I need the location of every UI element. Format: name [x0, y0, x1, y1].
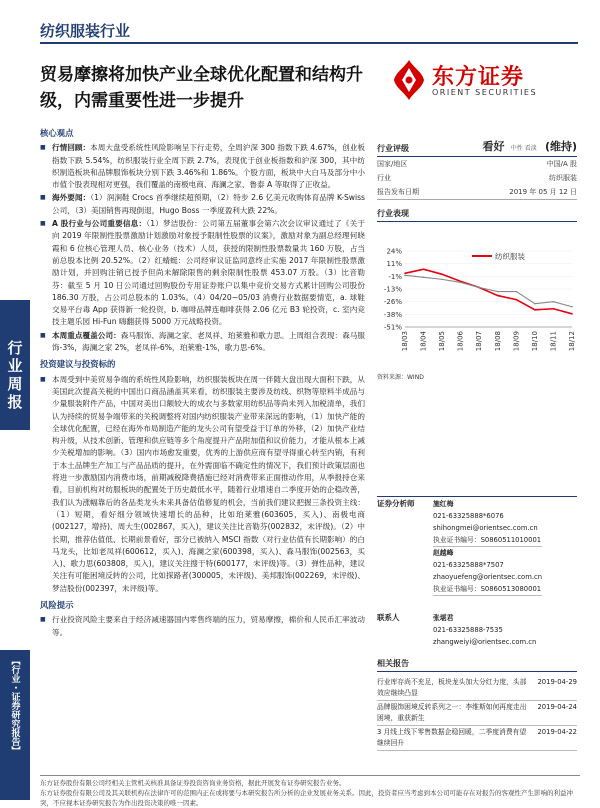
- region-row: [377, 157, 577, 171]
- chart-x-tick-label: 18/08: [493, 331, 502, 352]
- chart-y-tick-label: 24%: [386, 247, 402, 256]
- bullet-title: A 股行业与公司重要信息：: [52, 219, 147, 229]
- analyst-2-name: 赵越峰: [433, 549, 454, 557]
- chart-data-point: [441, 279, 443, 281]
- chart-x-tick-label: 18/11: [549, 331, 558, 352]
- chart-data-point: [404, 272, 406, 274]
- rating-value: 看好: [482, 140, 505, 153]
- region-label: 国家/地区: [377, 160, 408, 168]
- chart-data-point: [553, 301, 555, 303]
- investment-heading: 投资建议与投资标的: [40, 359, 116, 370]
- related-report-title: 品牌服饰困境反转系列之一：李维斯如何再度走出困境，重获新生: [377, 703, 527, 722]
- related-report-date: 2019-04-24: [537, 703, 577, 711]
- chart-y-tick-label: -1%: [388, 272, 402, 281]
- chart-data-point: [534, 303, 536, 305]
- bullet-overseas-news: [40, 192, 365, 217]
- industry-header: 纺织服装行业: [40, 22, 131, 40]
- side-tab-report-type: [0, 650, 30, 800]
- industry-performance-heading: 行业表现: [377, 208, 577, 222]
- contact-phone: 021-63325888-7535: [433, 626, 503, 634]
- investment-text: ■ 本周受到中美贸易争端的系统性风险影响，纺织服装板块在周一伴随大盘出现大面积下跌，从美国此次提高关税的中国出口商品涵盖其来看，纺织服装主要涉及纺线、织物等原料半成品与少量服装附件产品，中国对美出口额较大的成衣与多数家用纺织品等尚未列入加税清单，我们认为持续的贸易争端带来的关税调整将对国内纺织服装产业带来深远的影响，（1）加快产能的全球优化配置，已经在海外布局制造产能的龙头公司有望受益于订单的外移，（2）加快产业结构升级，从技术创新、管理和供应链等多个角度提升产品附加值和议价能力，才能从根本上减少关税增加的影响。（3）国内市场愈发重要，优秀的上游供应商有望寻得重心转至内销，有利于本土品牌生产加工与产品品质的提升，在外需面临不确定性的情况下，我们预计政策层面也将进一步激励国内消费市场，前期减税降费措施已经对消费带来正面推动作用，从季报持仓来看，目前机构对纺服板块的配置处于历史最低水平，随着行业增速自二季度开始的企稳改善，我们认为涨幅靠后的各品类龙头未来具备估值修复的机会，当前我们建议把握三条投资主线：（1）短期，看好细分领域快速增长的品种，比如珀莱雅(603605，买入)、南极电商(002127，增持)、周大生(002867，买入)，建议关注比音勒芬(002832，未评级)。（2）中长期，推荐估值低、长期前景看好，部分已被纳入 MSCI 指数（对行业估值有长期影响）的白马龙头，比如老凤祥(600612，买入)、海澜之家(600398，买入)、森马服饰(002563，买入)、歌力思(603808，买入)，建议关注搜于特(600177，未评级)等。（3）弹性品种，建议关注有可能困境反转的公司，比如探路者(300005，未评级)、美邦服饰(002269，未评级)、梦洁股份(002397，未评级)等。: [40, 374, 365, 595]
- chart-y-tick-label: -38%: [383, 310, 402, 319]
- date-label: 报告发布日期: [377, 188, 419, 196]
- chart-data-point: [478, 287, 480, 289]
- analyst-info: [433, 498, 542, 596]
- chart-data-point: [423, 268, 425, 270]
- chart-data-point: [534, 309, 536, 311]
- related-report-item[interactable]: [377, 676, 577, 701]
- industry-value: 纺织服装: [549, 174, 577, 182]
- chart-data-point: [571, 313, 573, 315]
- contact-info: [433, 612, 536, 648]
- industry-performance-chart: [377, 245, 577, 365]
- contact-email[interactable]: zhangweiyi@orientsec.com.cn: [433, 638, 537, 646]
- chart-x-tick-label: 18/10: [530, 331, 539, 352]
- analyst-1-phone: 021-63325888*6076: [433, 512, 504, 520]
- related-reports-list: [377, 676, 577, 751]
- risk-heading: 风险提示: [40, 599, 74, 610]
- bullet-market-review: [40, 142, 365, 191]
- industry-label: 行业: [377, 174, 391, 182]
- rating-row: [377, 136, 577, 157]
- rating-other-options: 中性 看淡: [510, 145, 537, 152]
- side-label-weekly: 行业周报: [5, 340, 24, 412]
- industry-row: [377, 171, 577, 185]
- risk-text: ■ 行业投资风险主要来自于经济减速器国内零售终端的压力，贸易摩擦，棉价和人民币汇率波动等。: [40, 614, 365, 639]
- side-tab-weekly: [0, 300, 30, 430]
- chart-data-point: [497, 291, 499, 293]
- chart-x-tick-label: 18/09: [512, 331, 521, 352]
- analyst-2-cert: 执业证书编号：S0860513080001: [433, 583, 542, 596]
- bullet-key-companies: [40, 330, 365, 355]
- related-report-title: 行业库存尚不充足，板块龙头加大分红力度，头部效应继续凸显: [377, 678, 527, 697]
- related-report-item[interactable]: [377, 701, 577, 726]
- region-value: 中国/A 股: [546, 160, 577, 168]
- side-label-report-type: 【行业・证券研究报告】: [9, 656, 20, 755]
- analyst-1-cert: 执业证书编号：S0860511010001: [433, 534, 542, 547]
- chart-data-point: [516, 291, 518, 293]
- chart-data-point: [423, 277, 425, 279]
- chart-data-point: [460, 282, 462, 284]
- orient-securities-logo-icon: [392, 58, 426, 102]
- analyst-label: 证券分析师: [377, 499, 415, 508]
- chart-x-tick-label: 18/04: [419, 331, 428, 352]
- disclaimer-line-2: 东方证券股份有限公司及其关联机构在法律许可的范围内正在或将要与本研究报告所分析的企业发展业务关系。因此，投资者应当考虑到本公司可能存在对报告的客观性产生影响的利益冲突，不应视本证券研究报告为作出投资决策的唯一因素。: [40, 789, 573, 807]
- chart-x-tick-label: 18/03: [401, 331, 409, 352]
- bullet-text: （1）润涧鞋 Crocs 首季继续超预期，（2）特步 2.6 亿美元收购体育品牌 K-Swiss 公司，（3）美国销售再现倒退，Hugo Boss 一季度盈利大跌 22%。: [52, 193, 365, 215]
- chart-data-point: [516, 299, 518, 301]
- chart-data-point: [571, 306, 573, 308]
- chart-x-tick-label: 18/07: [475, 331, 484, 352]
- header-divider: [40, 42, 578, 44]
- chart-source: 资料来源：WIND: [377, 374, 424, 381]
- date-row: [377, 185, 577, 200]
- chart-data-point: [441, 274, 443, 276]
- chart-data-point: [404, 275, 406, 277]
- analyst-2-phone: 021-63325888*7507: [433, 561, 504, 569]
- chart-series-line: [405, 269, 572, 314]
- logo-chinese-text: 东方证券: [432, 65, 525, 90]
- logo-english-text: ORIENT SECURITIES: [432, 88, 538, 97]
- disclaimer-line-1: 东方证券股份有限公司经相关主管机关核准具备证券投资咨询业务资格，据此开展发布证券研究报告业务。: [40, 779, 346, 787]
- contact-name: 张堪君: [433, 614, 454, 622]
- bullet-title: 本周重点覆盖公司：: [52, 330, 121, 340]
- main-column: [40, 125, 365, 640]
- related-report-date: 2019-04-22: [537, 728, 577, 736]
- contact-label: 联系人: [377, 613, 400, 622]
- analyst-block: [377, 498, 577, 608]
- contact-block: [377, 612, 577, 652]
- chart-y-tick-label: 11%: [386, 260, 402, 269]
- chart-y-tick-label: -51%: [383, 323, 402, 332]
- chart-y-tick-label: -13%: [383, 285, 402, 294]
- chart-x-tick-label: 18/06: [456, 331, 465, 352]
- analyst-2-email[interactable]: zhaoyuefeng@orientsec.com.cn: [433, 573, 543, 581]
- date-value: 2019 年 05 月 12 日: [509, 188, 577, 196]
- chart-legend-label: 纺织服装: [495, 252, 525, 261]
- related-reports-heading: 相关报告: [377, 658, 577, 672]
- bullet-text: （1）梦洁股份：公司第五届董事会第六次会议审议通过了《关于向 2019 年限制性股票激励计划激励对象授予限制性股票的议案》，激励对象为副总经理何晓霞和 6 位核心管理人员、核心业务（技术）人员，获授的限制性股票数量共 160 万股，占当前总股本比例 20.52%。（2）红蜻蜓：公司经审议证监同意终止实施 2017 年限制性股票激励计划，并回购注销已授予但尚未解除限售的剩余限制性股票 453.07 万股。（3）比音勒芬：截至 5 月 10 日公司通过回购股份专用证券账户以集中竞价交易方式累计回购公司股份 186.30 万股，占公司总股本的 1.03%。（4）04/20~05/03 消费行业数据要情览，a. 球鞋交易平台毒 App 获得新一轮投资，b. 咖啡品牌连咖啡获得 2.06 亿元 B3 轮投资，c. 室内竞技主题乐园 Hi-Fun 嗨翻获得 5000 万元战略投资。: [52, 219, 365, 327]
- company-logo: [392, 58, 572, 102]
- rating-label: 行业评级: [377, 144, 409, 153]
- related-report-title: 3 月线上线下零售数据企稳回暖，二季度消费有望继续回升: [377, 728, 527, 747]
- bullet-title: 行情回顾：: [52, 143, 91, 153]
- chart-data-point: [553, 308, 555, 310]
- rating-panel: [377, 136, 577, 200]
- analyst-1-name: 施红梅: [433, 500, 454, 508]
- chart-x-tick-label: 18/05: [438, 331, 447, 352]
- chart-x-tick-label: 18/12: [568, 331, 576, 352]
- bullet-a-share-news: [40, 218, 365, 329]
- analyst-divider: [377, 494, 577, 497]
- related-report-date: 2019-04-29: [537, 678, 577, 686]
- report-title: 贸易摩擦将加快产业全球优化配置和结构升级，内需重要性进一步提升: [40, 65, 363, 111]
- bullet-title: 海外要闻：: [52, 193, 91, 203]
- disclaimer-footer: [40, 775, 580, 808]
- related-report-item[interactable]: [377, 726, 577, 751]
- chart-y-tick-label: -26%: [383, 298, 402, 307]
- chart-data-point: [497, 295, 499, 297]
- bullet-text: 本周大盘受系统性风险影响呈下行走势，全周沪深 300 指数下跌 4.67%，创业板指数下跌 5.54%，纺织服装行业全周下跌 2.7%，表现优于创业板指数和沪深 300，其中纺织制造板块和品牌服饰板块分别下跌 3.46%和 1.86%。个股方面，板块中大白马及部分中小市值个股表现相对更强，我们覆盖的南极电商、海澜之家、鲁泰 A 等取得了正收益。: [52, 143, 366, 190]
- bullet-text: 森马服饰、海澜之家、老凤祥、珀莱雅和歌力思。上周组合表现：森马服饰-3%，海澜之家 2%，老凤祥-6%，珀莱雅-1%，歌力思-6%。: [52, 330, 365, 353]
- core-view-heading: 核心观点: [40, 128, 74, 138]
- rating-status: (维持): [544, 140, 577, 153]
- analyst-1-email[interactable]: shihongmei@orientsec.com.cn: [433, 524, 538, 532]
